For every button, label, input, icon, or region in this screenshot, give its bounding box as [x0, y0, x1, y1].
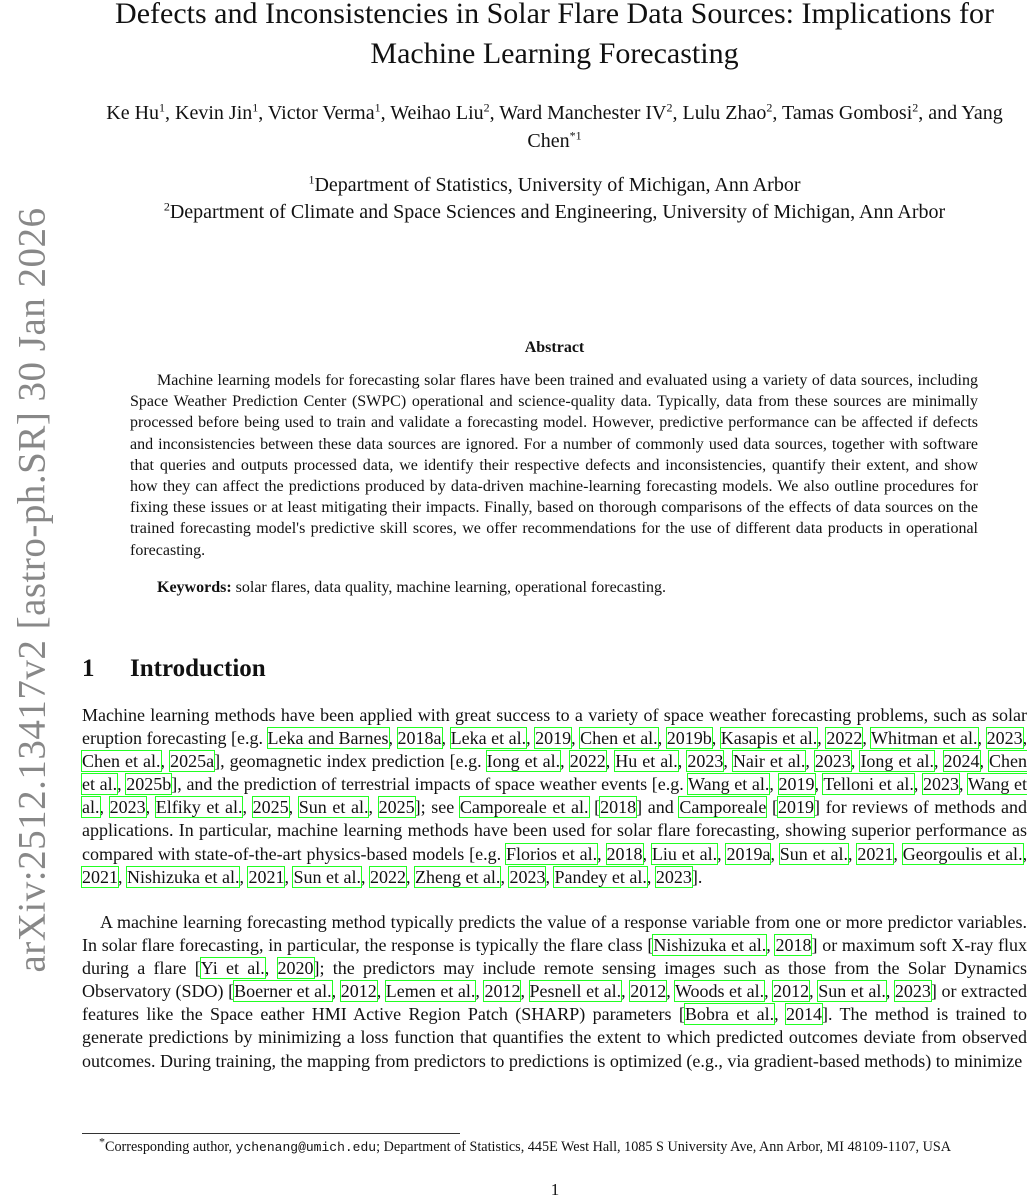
paragraph-text: , [893, 843, 903, 864]
affiliations [82, 172, 1027, 226]
paragraph-text: , [979, 751, 990, 772]
citation-year-link[interactable]: 2023 [655, 866, 692, 887]
citation-year-link[interactable]: 2012 [340, 981, 377, 1002]
email-link[interactable]: ychenang@umich.edu [235, 1140, 377, 1155]
citation-author-link[interactable]: Sun et al. [293, 866, 361, 887]
citation-year-link[interactable]: 2018 [600, 797, 637, 818]
citation-year-link[interactable]: 2022 [569, 751, 606, 772]
paragraph-text: , [605, 751, 616, 772]
page-number: 1 [550, 1180, 560, 1199]
author-name: Kevin Jin$^1$ [175, 100, 259, 124]
paragraph-text: ], geomagnetic index prediction [e.g. [214, 751, 487, 772]
citation-year-link[interactable]: 2012 [484, 981, 521, 1002]
affiliation-text: Department of Climate and Space Sciences and Engineering, University of Michigan, Ann Arbor [169, 201, 946, 223]
paragraph-text: , [284, 866, 294, 887]
paragraph-text: , [571, 728, 581, 749]
paragraph-text: ] or maximum soft X-ray flux during a flare [ [82, 935, 1027, 979]
citation-year-link[interactable]: 2018 [606, 843, 643, 864]
paragraph-text: , [376, 981, 386, 1002]
paragraph-text: ]. [691, 866, 703, 887]
abstract-text: Machine learning models for forecasting solar flares have been trained and evaluated using a variety of data sources, including Space Weather Prediction Center (SWPC) operational and science-quality data. Typically, data from these sources are minimally processed before being used to train and validate a forecasting model. However, predictive performance can be affected if defects and inconsistencies between these data sources are ignored. For a number of commonly used data sources, together with software that queries and outputs processed data, we identify their respective defects and inconsistencies, quantify their extent, and show how they can affect the predictions produced by data-driven machine-learning forecasting models. We also outline procedures for fixing these issues or at least mitigating their impacts. Finally, based on thorough comparisons of the effects of data sources on the trained forecasting model's predictive skill scores, we offer recommendations for the use of different data products in operational forecasting. [130, 372, 978, 559]
footnote-text: Corresponding author, [105, 1139, 236, 1155]
intro-paragraph-1: Machine learning methods have been applied with great success to a variety of space weather forecasting problems, such as solar eruption forecasting [e.g. Leka and Barnes, 2018a, Leka et al., 2019, Chen et al., 2019b, Kasapis et al., 2022, Whitman et al., 2023, Chen et al., 2025a], geomagnetic index prediction [e.g. Iong et al., 2022, Hu et al., 2023, Nair et al., 2023, Iong et al., 2024, Chen et al., 2025b], and the prediction of terrestrial impacts of space weather events [e.g. Wang et al., 2019, Telloni et al., 2023, Wang et al., 2023, Elfiky et al., 2025, Sun et al., 2025]; see Camporeale et al. [2018] and Camporeale [2019] for reviews of methods and applications. In particular, machine learning methods have been used for solar flare forecasting, showing superior performance as compared with state-of-the-art physics-based models [e.g. Florios et al., 2018, Liu et al., 2019a, Sun et al., 2021, Georgoulis et al., 2021, Nishizuka et al., 2021, Sun et al., 2022, Zheng et al., 2023, Pandey et al., 2023]. [82, 705, 1027, 887]
citation-year-link[interactable]: 2023 [894, 981, 931, 1002]
citation-year-link[interactable]: 2014 [786, 1004, 822, 1025]
citation-year-link[interactable]: 2022 [369, 866, 406, 887]
author-name: and Yang Chen$^{*1}$ [527, 102, 1003, 152]
citation-year-link[interactable]: 2023 [109, 797, 146, 818]
citation-author-link[interactable]: Wang et al. [82, 774, 1027, 818]
citation-year-link[interactable]: 2019 [535, 728, 572, 749]
paper-title: Defects and Inconsistencies in Solar Flare Data Sources: Implications for Machine Learning Forecasting [115, 0, 994, 70]
citation-year-link[interactable]: 2021 [857, 843, 894, 864]
citation-author-link[interactable]: Hu et al. [615, 751, 678, 772]
citation-author-link[interactable]: Telloni et al. [823, 774, 914, 795]
author-affiliation-mark: 2 [912, 100, 919, 115]
author-list: Ke Hu$^1$, Kevin Jin$^1$, Victor Verma$^1$, Weihao Liu$^2$, Ward Manchester $IV^2$, Lulu Zhao$^2$, Tamas Gombosi$^2$, and Yang Chen$^{*1}$ [106, 100, 1003, 152]
citation-author-link[interactable]: Woods et al. [674, 981, 765, 1002]
intro-paragraph-2: A machine learning forecasting method typically predicts the value of a response variable from one or more predictor variables. In solar flare forecasting, in particular, the response is typically the flare class [Nishizuka et al., 2018] or maximum soft X-ray flux during a flare [Yi et al., 2020]; the predictors may include remote sensing images such as those from the Solar Dynamics Observatory (SDO) [Boerner et al., 2012, Lemen et al., 2012, Pesnell et al., 2012, Woods et al., 2012, Sun et al., 2023] or extracted features like the Space eather HMI Active Region Patch (SHARP) parameters [Bobra et al., 2014]. The method is trained to generate predictions by minimizing a loss function that quantifies the extent to which predicted outcomes deviate from observed outcomes. During training, the mapping from predictors to predictions is optimized (e.g., via gradient-based methods) to minimize [82, 912, 1027, 1071]
footnote-address: ; Department of Statistics, 445E West Hall, 1085 S University Ave, Ann Arbor, MI 48109-1107, USA [376, 1139, 952, 1155]
citation-author-link[interactable]: Elfiky et al. [155, 797, 243, 818]
keywords-label: Keywords: [157, 579, 232, 596]
citation-author-link[interactable]: Whitman et al. [871, 728, 978, 749]
author-name: Victor Verma$^1$ [267, 100, 381, 124]
paragraph-text: , [809, 981, 819, 1002]
citation-author-link[interactable]: Pesnell et al. [529, 981, 622, 1002]
affiliation [82, 199, 1027, 226]
author-name: Ward Manchester $IV^2$ [499, 100, 673, 124]
author-affiliation-mark: 1 [252, 100, 259, 115]
keywords-text: solar flares, data quality, machine learning, operational forecasting. [235, 579, 666, 596]
citation-author-link[interactable]: Iong et al. [486, 751, 561, 772]
citation-year-link[interactable]: 2025a [170, 751, 215, 772]
section-title: Introduction [130, 655, 266, 682]
affiliation-mark: 1 [308, 172, 315, 187]
citation-year-link[interactable]: 2019 [778, 774, 815, 795]
citation-author-link[interactable]: Boerner et al. [234, 981, 332, 1002]
citation-author-link[interactable]: Lemen et al. [385, 981, 476, 1002]
paragraph-text: ], and the prediction of terrestrial impacts of space weather events [e.g. [171, 774, 689, 795]
paragraph-text: ] or extracted features like the Space eather HMI Active Region Patch (SHARP) parameters [ [82, 981, 1027, 1025]
paragraph-text: , [770, 843, 780, 864]
citation-year-link[interactable]: 2025 [252, 797, 289, 818]
paragraph-text: , [959, 774, 968, 795]
paragraph-text: ]. The method is trained to generate predictions by minimizing a loss function that quantifies the extent to which predicted outcomes deviate from observed outcomes. During training, the mapping from predictors to predictions is optimized (e.g., via gradient-based methods) to minimize [82, 1004, 1027, 1071]
paragraph-text: , [723, 751, 733, 772]
affiliation-mark: 2 [163, 199, 170, 214]
paragraph-text: , [520, 981, 530, 1002]
paragraph-text: ] and [636, 797, 680, 818]
citation-year-link[interactable]: 2012 [630, 981, 667, 1002]
citation-year-link[interactable]: 2021 [82, 866, 118, 887]
author-name: Weihao Liu$^2$ [390, 100, 490, 124]
footnote-divider [82, 1133, 460, 1134]
citation-author-link[interactable]: Nishizuka et al. [653, 935, 767, 956]
citation-author-link[interactable]: Liu et al. [651, 843, 718, 864]
citation-year-link[interactable]: 2019 [777, 797, 814, 818]
paragraph-text: , [850, 751, 861, 772]
citation-year-link[interactable]: 2012 [773, 981, 810, 1002]
citation-year-link[interactable]: 2025 [378, 797, 415, 818]
paragraph-text: Machine learning methods have been applied with great success to a variety of space weather forecasting problems, such as solar eruption forecasting [e.g. [82, 705, 1027, 749]
abstract-heading: Abstract [524, 339, 585, 356]
section-number: 1 [82, 655, 95, 682]
paragraph-text: ] for reviews of methods and applications. In particular, machine learning methods have been used for solar flare forecasting, showing superior performance as compared with state-of-the-art physics-based models [e.g. [82, 797, 1027, 864]
author-affiliation-mark: 2 [666, 100, 673, 115]
citation-year-link[interactable]: 2023 [814, 751, 851, 772]
paragraph-text: , [711, 728, 721, 749]
paragraph-text: ]; the predictors may include remote sensing images such as those from the Solar Dynamics Observatory (SDO) [ [82, 958, 1027, 1002]
paragraph-text: ]; see [414, 797, 460, 818]
arxiv-identifier: arXiv:2512.13417v2 [astro-ph.SR] 30 Jan 2026 [10, 207, 54, 973]
paragraph-text: , [642, 843, 652, 864]
paragraph-text: , [862, 728, 872, 749]
author-affiliation-mark: 2 [483, 100, 490, 115]
citation-author-link[interactable]: Zheng et al. [414, 866, 501, 887]
author-affiliation-mark: 2 [766, 100, 773, 115]
citation-author-link[interactable]: Pandey et al. [554, 866, 647, 887]
section-heading [82, 655, 266, 683]
citation-author-link[interactable]: Georgoulis et al. [902, 843, 1023, 864]
author-name: Ke Hu$^1$ [106, 100, 166, 124]
citation-author-link[interactable]: Sun et al. [298, 797, 369, 818]
citation-year-link[interactable]: 2023 [687, 751, 724, 772]
paragraph-text: , [814, 774, 824, 795]
citation-year-link[interactable]: 2024 [943, 751, 980, 772]
citation-year-link[interactable]: 2018 [775, 935, 812, 956]
author-affiliation-mark: *1 [569, 128, 582, 143]
paragraph-text: A machine learning forecasting method typically predicts the value of a response variable from one or more predictor variables. In solar flare forecasting, in particular, the response is typically the flare class [ [82, 912, 1027, 956]
citation-author-link[interactable]: Camporeale et al. [459, 797, 589, 818]
affiliation-text: Department of Statistics, University of Michigan, Ann Arbor [314, 174, 801, 196]
affiliation [82, 172, 1027, 199]
citation-author-link[interactable]: Leka et al. [450, 728, 527, 749]
author-affiliation-mark: 1 [159, 100, 166, 115]
citation-year-link[interactable]: 2025b [126, 774, 172, 795]
citation-author-link[interactable]: Sun et al. [818, 981, 886, 1002]
paragraph-text: , [441, 728, 451, 749]
citation-year-link[interactable]: 2022 [826, 728, 863, 749]
citation-author-link[interactable]: Yi et al. [200, 958, 265, 979]
citation-year-link[interactable]: 2021 [248, 866, 285, 887]
paragraph-text: , [288, 797, 299, 818]
author-affiliation-mark: 1 [374, 100, 381, 115]
citation-year-link[interactable]: 2023 [986, 728, 1023, 749]
citation-author-link[interactable]: Florios et al. [505, 843, 598, 864]
author-name: Lulu Zhao$^2$ [682, 100, 773, 124]
author-name: Tamas Gombosi$^2$ [782, 100, 919, 124]
citation-author-link[interactable]: Wang et al. [688, 774, 770, 795]
citation-year-link[interactable]: 2019a [726, 843, 771, 864]
footnote [82, 1134, 1027, 1157]
citation-author-link[interactable]: Nishizuka et al. [127, 866, 240, 887]
citation-author-link[interactable]: Chen et al. [82, 751, 161, 772]
footnote-mark: * [99, 1134, 105, 1149]
paragraph-text: , [666, 981, 675, 1002]
paragraph-text: , [145, 797, 156, 818]
citation-author-link[interactable]: Sun et al. [779, 843, 848, 864]
citation-author-link[interactable]: Chen et al. [580, 728, 658, 749]
citation-year-link[interactable]: 2019b [666, 728, 712, 749]
citation-author-link[interactable]: Chen et al. [82, 751, 1027, 795]
paragraph-text: , [545, 866, 555, 887]
citation-author-link[interactable]: Nair et al. [732, 751, 806, 772]
keywords [157, 579, 977, 597]
citation-author-link[interactable]: Leka and Barnes [267, 728, 389, 749]
citation-author-link[interactable]: Iong et al. [860, 751, 934, 772]
citation-author-link[interactable]: Bobra et al. [684, 1004, 775, 1025]
citation-author-link[interactable]: Camporeale [679, 797, 767, 818]
paragraph-text: , [1022, 728, 1027, 749]
citation-year-link[interactable]: 2018a [397, 728, 442, 749]
paragraph-text: , [118, 866, 127, 887]
citation-year-link[interactable]: 2023 [923, 774, 959, 795]
paragraph-text: , [405, 866, 415, 887]
citation-author-link[interactable]: Kasapis et al. [720, 728, 818, 749]
citation-year-link[interactable]: 2020 [277, 958, 314, 979]
citation-year-link[interactable]: 2023 [509, 866, 546, 887]
